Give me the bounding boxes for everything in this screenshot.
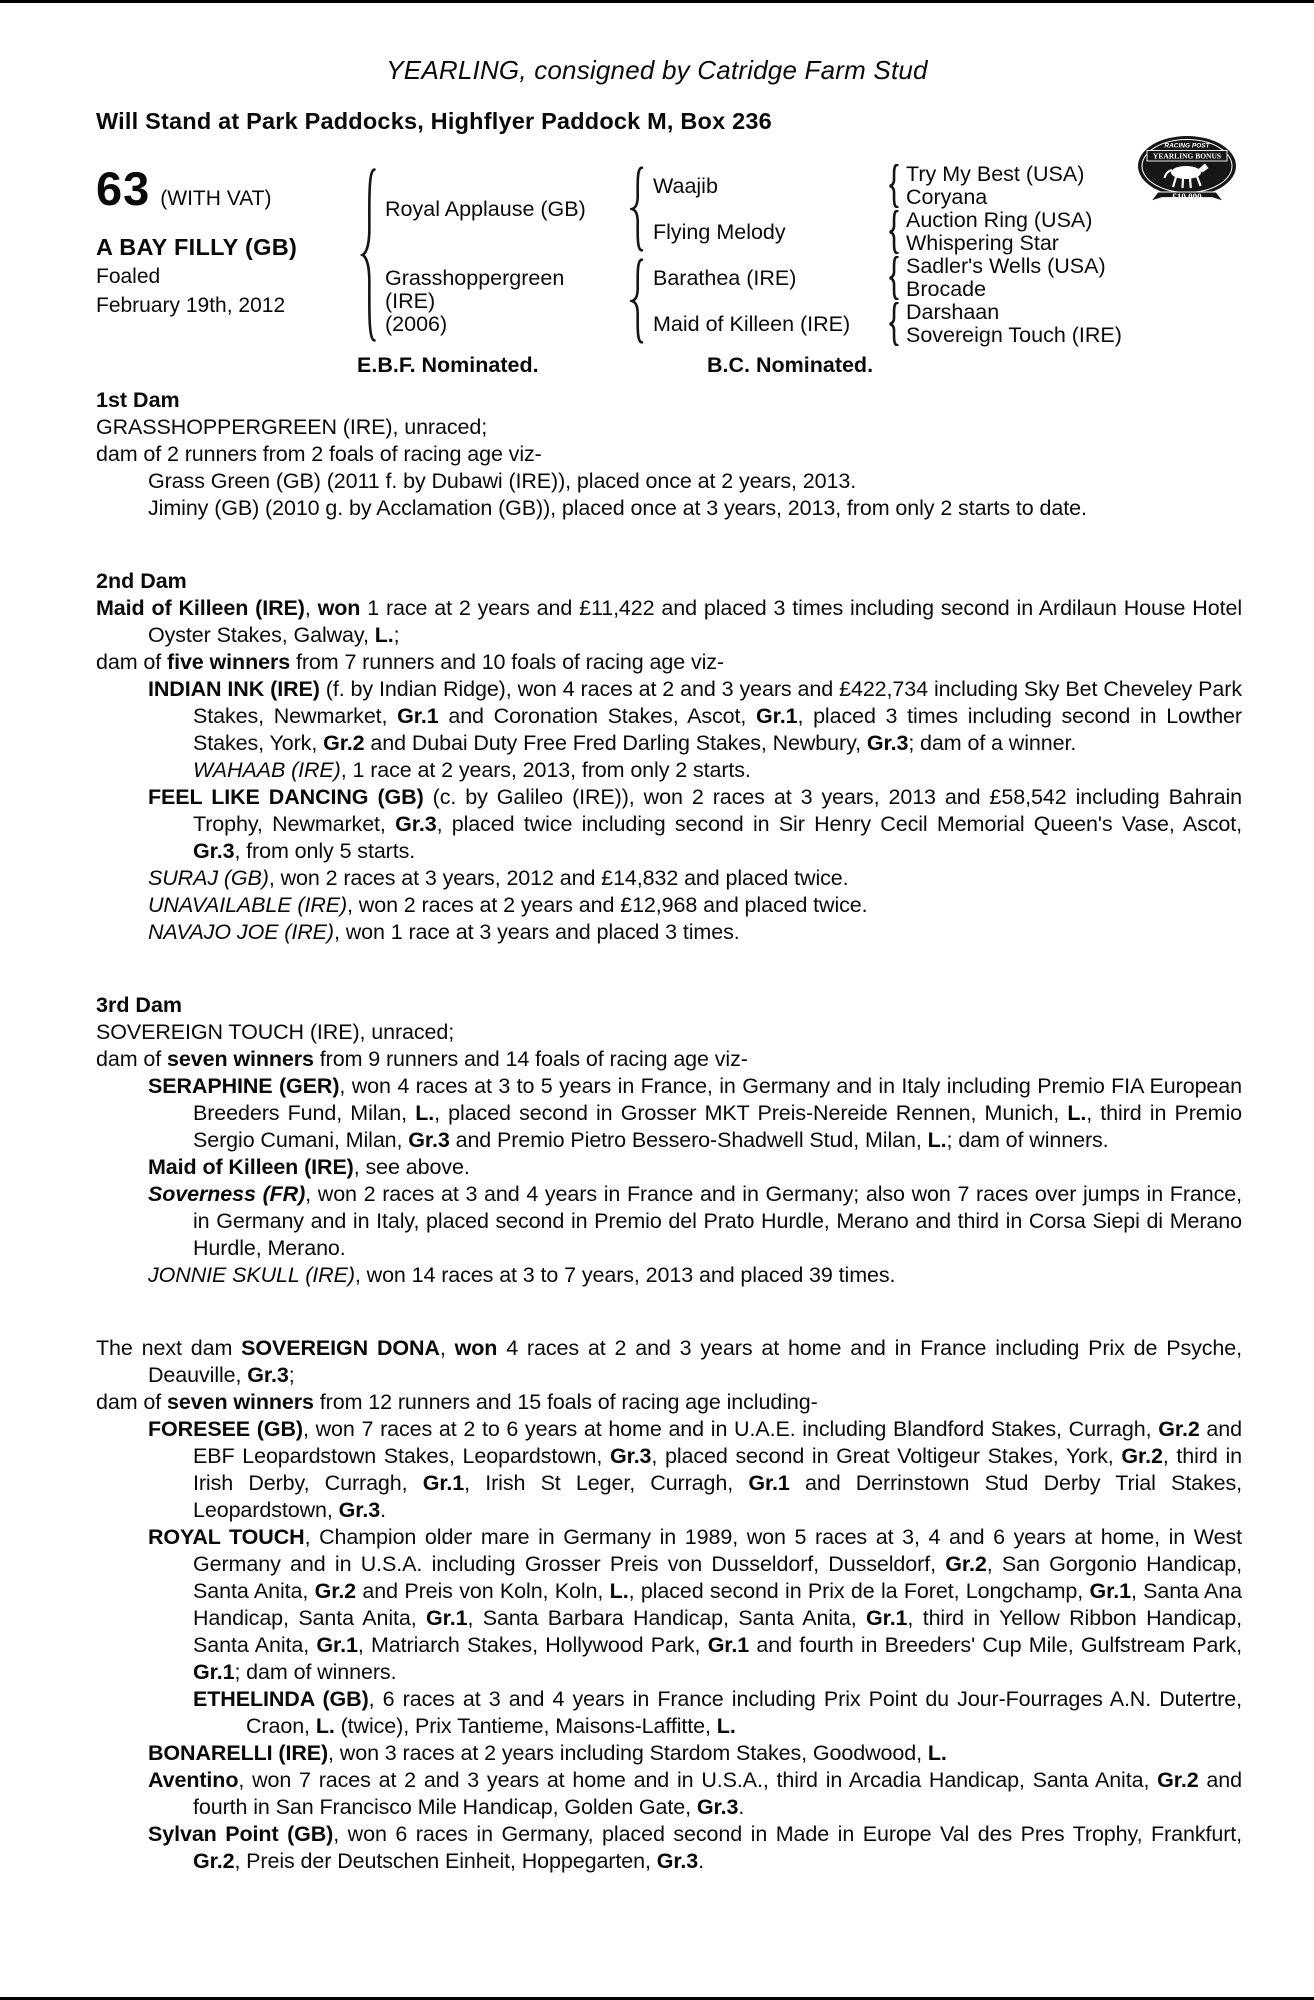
sire-brace: [630, 166, 644, 252]
great-grandparent-name: Darshaan: [906, 300, 1000, 324]
catalogue-paragraph: [96, 1740, 1242, 1767]
sire-name: Royal Applause (GB): [385, 196, 586, 221]
badge-top-text: RACING POST: [1164, 142, 1210, 150]
text-run: L.: [927, 1128, 947, 1152]
granddam-branch: [644, 301, 1122, 347]
small-brace: [888, 210, 899, 254]
dam-brace: [630, 258, 644, 344]
text-run: , third in Irish Derby, Curragh,: [193, 1444, 1242, 1495]
text-run: L.: [1067, 1101, 1087, 1125]
bc-nominated-note: B.C. Nominated.: [707, 353, 874, 377]
text-run: , placed second in Prix de la Foret, Longchamp,: [628, 1579, 1090, 1603]
catalogue-paragraph: [96, 1686, 1242, 1740]
text-run: ; dam of a winner.: [908, 731, 1077, 755]
small-brace: [888, 164, 899, 208]
text-run: dam of: [96, 1390, 168, 1414]
catalogue-paragraph: [96, 495, 1242, 522]
text-run: Gr.3: [193, 839, 235, 863]
text-run: FORESEE (GB): [148, 1417, 303, 1441]
text-run: Gr.3: [408, 1128, 450, 1152]
section-heading: 1st Dam: [96, 388, 180, 412]
damsire-name: Barathea (IRE): [653, 265, 797, 290]
catalogue-paragraph: [96, 1524, 1242, 1686]
text-run: ;: [288, 1363, 295, 1387]
badge-banner-text: YEARLING BONUS: [1152, 151, 1222, 161]
text-run: Gr.2: [1121, 1444, 1163, 1468]
text-run: L.: [315, 1714, 335, 1738]
text-run: , won 3 races at 2 years including Stardom Stakes, Goodwood,: [328, 1741, 928, 1765]
catalogue-paragraph: [96, 1019, 1242, 1046]
sire-granddam-branch: [644, 209, 1092, 255]
text-run: Gr.1: [707, 1633, 750, 1657]
pedigree-tree: [360, 163, 1122, 347]
catalogue-paragraph: [96, 595, 1242, 649]
sire-branch: [377, 163, 1122, 255]
text-run: and EBF Leopardstown Stakes, Leopardstown,: [193, 1417, 1243, 1468]
great-grandparent-name: Sadler's Wells (USA): [906, 254, 1106, 278]
text-run: Gr.3: [866, 731, 909, 755]
catalogue-paragraph: [96, 1181, 1242, 1262]
text-run: dam of: [96, 650, 168, 674]
text-run: Gr.1: [316, 1633, 358, 1657]
text-run: Gr.3: [656, 1849, 699, 1873]
text-run: seven winners: [167, 1390, 314, 1414]
dam-name: [377, 267, 630, 336]
section-heading: 3rd Dam: [96, 993, 183, 1017]
dam-branch: [377, 255, 1122, 347]
dam-section: [96, 387, 1242, 522]
text-run: , won 4 races at 3 to 5 years in France, in Germany and in Italy including Premio FIA European Breeders Fund, Milan,: [193, 1074, 1243, 1125]
text-run: L.: [415, 1101, 435, 1125]
text-run: Gr.1: [193, 1660, 235, 1684]
lot-number: 63: [96, 162, 151, 215]
text-run: (f. by Indian Ridge), won 4 races at 2 and 3 years and £422,734 including Sky Bet Cheveley Park Stakes, Newmarket,: [193, 677, 1242, 728]
small-brace: [888, 256, 899, 300]
text-run: Gr.2: [314, 1579, 357, 1603]
text-run: .: [698, 1849, 705, 1873]
catalogue-paragraph: [96, 1821, 1242, 1875]
great-grandparent-name: Auction Ring (USA): [906, 208, 1093, 232]
damsire-branch: [644, 255, 1122, 301]
text-run: , 6 races at 3 and 4 years in France including Prix Point du Jour-Fourrages A.N. Dutertre, Craon,: [246, 1687, 1242, 1738]
text-run: and Preis von Koln, Koln,: [356, 1579, 610, 1603]
text-run: BONARELLI (IRE): [148, 1741, 329, 1765]
lot-info: [96, 163, 360, 319]
text-run: and Coronation Stakes, Ascot,: [438, 704, 757, 728]
pedigree-main-brace: [360, 166, 377, 344]
text-run: SOVEREIGN TOUCH (IRE), unraced;: [96, 1020, 455, 1044]
grandsire-branch: [644, 163, 1092, 209]
text-run: Gr.2: [945, 1552, 987, 1576]
text-run: , won 1 race at 3 years and placed 3 times.: [333, 920, 740, 944]
great-grandparent-name: Sovereign Touch (IRE): [906, 323, 1122, 347]
catalogue-paragraph: [96, 892, 1242, 919]
text-run: Maid of Killeen (IRE): [148, 1155, 354, 1179]
foaled-date: February 19th, 2012: [96, 294, 286, 317]
text-run: ETHELINDA (GB): [193, 1687, 369, 1711]
text-run: , see above.: [353, 1155, 470, 1179]
text-run: Gr.1: [1089, 1579, 1131, 1603]
text-run: L.: [927, 1741, 947, 1765]
text-run: , Santa Barbara Handicap, Santa Anita,: [467, 1606, 866, 1630]
text-run: ; dam of winners.: [946, 1128, 1109, 1152]
text-run: INDIAN INK (IRE): [148, 677, 320, 701]
text-run: , placed second in Great Voltigeur Stakes, York,: [651, 1444, 1122, 1468]
ebf-nominated-note: E.B.F. Nominated.: [357, 353, 539, 377]
text-run: Gr.1: [422, 1471, 465, 1495]
lot-vat-note: (WITH VAT): [160, 187, 272, 210]
text-run: ; dam of winners.: [234, 1660, 397, 1684]
text-run: Gr.1: [756, 704, 798, 728]
text-run: Gr.3: [395, 812, 437, 836]
catalogue-paragraph: [96, 468, 1242, 495]
catalogue-paragraph: [96, 676, 1242, 757]
text-run: Gr.3: [609, 1444, 652, 1468]
dam-name-line: (2006): [385, 311, 448, 336]
pedigree-block: [0, 163, 1314, 347]
text-run: , won 2 races at 2 years and £12,968 and placed twice.: [347, 893, 868, 917]
text-run: , won 2 races at 3 and 4 years in France and in Germany; also won 7 races over jumps in France, in Germany and in Italy, placed second in Premio del Prato Hurdle, Merano and third in Corsa Siepi di Merano Hurdle, Merano.: [193, 1182, 1242, 1260]
great-grandparent-name: Whispering Star: [906, 231, 1059, 255]
text-run: seven winners: [167, 1047, 314, 1071]
text-run: Gr.3: [696, 1795, 739, 1819]
text-run: Gr.1: [865, 1606, 908, 1630]
text-run: five winners: [167, 650, 291, 674]
text-run: Grass Green (GB) (2011 f. by Dubawi (IRE)), placed once at 2 years, 2013.: [148, 469, 857, 493]
badge-ribbon-text: £10,000: [1172, 192, 1202, 202]
catalogue-paragraph: [96, 414, 1242, 441]
text-run: Gr.1: [426, 1606, 468, 1630]
text-run: L.: [716, 1714, 736, 1738]
text-run: (twice), Prix Tantieme, Maisons-Laffitte,: [334, 1714, 717, 1738]
consignor-header: YEARLING, consigned by Catridge Farm Stud: [386, 55, 928, 85]
dam-name-line: Grasshoppergreen: [385, 265, 565, 290]
great-grandparent-name: Coryana: [906, 185, 988, 209]
text-run: , Preis der Deutschen Einheit, Hoppegarten,: [234, 1849, 657, 1873]
dam-section: [96, 992, 1242, 1289]
text-run: L.: [374, 623, 394, 647]
text-run: , third in Yellow Ribbon Handicap, Santa Anita,: [193, 1606, 1242, 1657]
text-run: , placed 3 times including second in Lowther Stakes, York,: [193, 704, 1242, 755]
text-run: won: [454, 1336, 498, 1360]
text-run: Sylvan Point (GB): [148, 1822, 334, 1846]
catalogue-paragraph: [96, 1046, 1242, 1073]
great-grandparent-name: Try My Best (USA): [906, 162, 1085, 186]
text-run: , won 7 races at 2 and 3 years at home and in U.S.A., third in Arcadia Handicap, Santa Anita,: [238, 1768, 1158, 1792]
text-run: , won 2 races at 3 years, 2012 and £14,832 and placed twice.: [268, 866, 849, 890]
text-run: , placed second in Grosser MKT Preis-Nereide Rennen, Munich,: [434, 1101, 1068, 1125]
text-run: and fourth in San Francisco Mile Handicap, Golden Gate,: [193, 1768, 1242, 1819]
granddam-name: Maid of Killeen (IRE): [653, 311, 851, 336]
text-run: Soverness (FR): [148, 1182, 306, 1206]
text-run: GRASSHOPPERGREEN (IRE), unraced;: [96, 415, 488, 439]
text-run: L.: [609, 1579, 629, 1603]
text-run: Jiminy (GB) (2010 g. by Acclamation (GB)), placed once at 3 years, 2013, from only 2 starts to date.: [148, 496, 1087, 520]
text-run: from 7 runners and 10 foals of racing age viz-: [290, 650, 724, 674]
text-run: , won 6 races in Germany, placed second in Made in Europe Val des Pres Trophy, Frankfurt,: [333, 1822, 1242, 1846]
text-run: ,: [304, 596, 318, 620]
text-run: , Santa Ana Handicap, Santa Anita,: [193, 1579, 1242, 1630]
text-run: , Champion older mare in Germany in 1989, won 5 races at 3, 4 and 6 years at home, in West Germany and in U.S.A. including Grosser Preis von Dusseldorf, Dusseldorf,: [193, 1525, 1242, 1576]
stabling-location-line: Will Stand at Park Paddocks, Highflyer Paddock M, Box 236: [96, 108, 772, 134]
text-run: , won 7 races at 2 to 6 years at home and in U.A.E. including Blandford Stakes, Curragh,: [302, 1417, 1159, 1441]
sire-granddam-name: Flying Melody: [653, 219, 786, 244]
text-run: Gr.2: [1157, 1768, 1199, 1792]
text-run: Gr.2: [323, 731, 365, 755]
scan-edge-top: [0, 0, 1314, 3]
badge-graphic: [1136, 134, 1238, 206]
catalogue-paragraph: [96, 441, 1242, 468]
text-run: and Dubai Duty Free Fred Darling Stakes, Newbury,: [364, 731, 867, 755]
text-run: ,: [439, 1336, 455, 1360]
racing-post-yearling-bonus-badge: [1136, 134, 1238, 206]
catalogue-paragraph: [96, 1154, 1242, 1181]
lot-description: A BAY FILLY (GB): [96, 234, 298, 260]
catalogue-paragraph: [96, 1073, 1242, 1154]
text-run: SURAJ (GB): [148, 866, 269, 890]
text-run: Gr.3: [247, 1363, 289, 1387]
text-run: dam of 2 runners from 2 foals of racing age viz-: [96, 442, 542, 466]
text-run: Gr.2: [193, 1849, 235, 1873]
grandsire-name: Waajib: [653, 173, 718, 198]
text-run: 1 race at 2 years and £11,422 and placed 3 times including second in Ardilaun House Hotel Oyster Stakes, Galway,: [148, 596, 1242, 647]
text-run: Aventino: [148, 1768, 239, 1792]
text-run: SOVEREIGN DONA: [241, 1336, 440, 1360]
text-run: FEEL LIKE DANCING (GB): [148, 785, 424, 809]
catalogue-paragraph: [96, 649, 1242, 676]
text-run: Gr.1: [397, 704, 439, 728]
text-run: UNAVAILABLE (IRE): [148, 893, 348, 917]
dam-section: [96, 1335, 1242, 1875]
text-run: , Matriarch Stakes, Hollywood Park,: [357, 1633, 708, 1657]
text-run: The next dam: [96, 1336, 242, 1360]
nomination-line: [0, 353, 1314, 383]
catalogue-paragraph: [96, 1335, 1242, 1389]
text-run: , 1 race at 2 years, 2013, from only 2 starts.: [340, 758, 751, 782]
catalogue-paragraph: [96, 1416, 1242, 1524]
text-run: , Irish St Leger, Curragh,: [464, 1471, 749, 1495]
catalogue-paragraph: [96, 865, 1242, 892]
small-brace: [888, 302, 899, 346]
text-run: and fourth in Breeders' Cup Mile, Gulfstream Park,: [749, 1633, 1242, 1657]
text-run: WAHAAB (IRE): [193, 758, 341, 782]
foaled-label: Foaled: [96, 265, 161, 288]
text-run: Gr.3: [338, 1498, 381, 1522]
dam-sections: [0, 387, 1314, 1875]
text-run: JONNIE SKULL (IRE): [148, 1263, 355, 1287]
text-run: , placed twice including second in Sir Henry Cecil Memorial Queen's Vase, Ascot,: [436, 812, 1242, 836]
catalogue-paragraph: [96, 1767, 1242, 1821]
text-run: (c. by Galileo (IRE)), won 2 races at 3 years, 2013 and £58,542 including Bahrain Trophy, Newmarket,: [193, 785, 1242, 836]
text-run: from 12 runners and 15 foals of racing age including-: [313, 1390, 818, 1414]
catalogue-paragraph: [96, 784, 1242, 865]
catalogue-paragraph: [96, 757, 1242, 784]
text-run: .: [738, 1795, 745, 1819]
catalogue-paragraph: [96, 919, 1242, 946]
text-run: Maid of Killeen (IRE): [96, 596, 305, 620]
text-run: and Derrinstown Stud Derby Trial Stakes, Leopardstown,: [193, 1471, 1242, 1522]
text-run: Gr.2: [1158, 1417, 1200, 1441]
dam-section: [96, 568, 1242, 946]
catalogue-paragraph: [96, 1389, 1242, 1416]
text-run: , third in Premio Sergio Cumani, Milan,: [193, 1101, 1242, 1152]
text-run: Gr.1: [748, 1471, 790, 1495]
text-run: dam of: [96, 1047, 168, 1071]
text-run: , from only 5 starts.: [234, 839, 416, 863]
text-run: 4 races at 2 and 3 years at home and in France including Prix de Psyche, Deauville,: [148, 1336, 1242, 1387]
text-run: , won 14 races at 3 to 7 years, 2013 and placed 39 times.: [354, 1263, 896, 1287]
text-run: and Premio Pietro Bessero-Shadwell Stud, Milan,: [449, 1128, 928, 1152]
text-run: , San Gorgonio Handicap, Santa Anita,: [193, 1552, 1242, 1603]
text-run: won: [317, 596, 361, 620]
text-run: .: [380, 1498, 386, 1522]
section-heading: 2nd Dam: [96, 569, 187, 593]
dam-name-line: (IRE): [385, 288, 436, 313]
catalogue-paragraph: [96, 1262, 1242, 1289]
text-run: ROYAL TOUCH: [148, 1525, 305, 1549]
text-run: SERAPHINE (GER): [148, 1074, 340, 1098]
text-run: from 9 runners and 14 foals of racing age viz-: [313, 1047, 748, 1071]
text-run: NAVAJO JOE (IRE): [148, 920, 334, 944]
great-grandparent-name: Brocade: [906, 277, 987, 301]
text-run: ;: [393, 623, 400, 647]
